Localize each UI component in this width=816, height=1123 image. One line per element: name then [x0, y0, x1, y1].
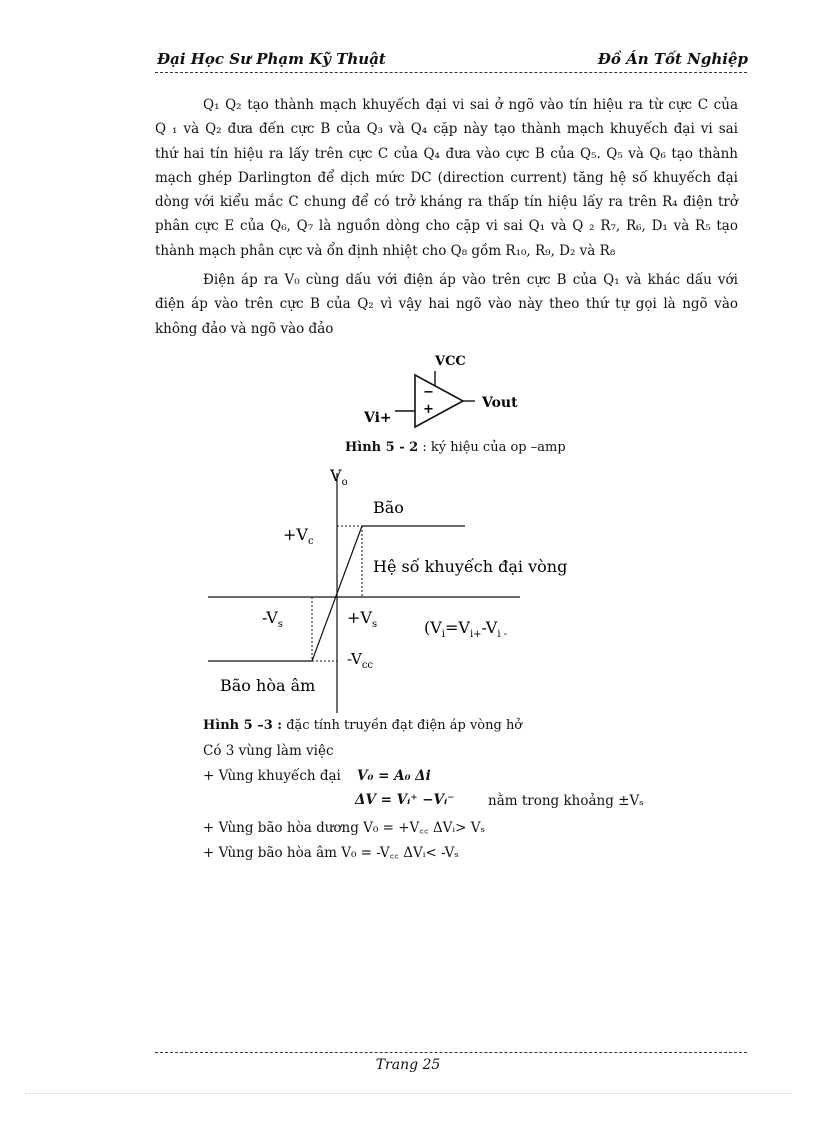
vout-label: Vout [482, 395, 518, 411]
paragraph-line: điện áp vào trên cực B của Q₂ vì vậy hai ngõ vào này theo thứ tự gọi là ngõ vào [155, 296, 738, 313]
figure-5-2-caption [345, 440, 566, 455]
opamp-triangle-icon [415, 375, 463, 427]
footer-divider [155, 1052, 747, 1053]
opamp-symbol [355, 345, 555, 435]
neg-vcc-label: $-V_{cc}$ [347, 650, 374, 671]
header-school: Đại Học Sư Phạm Kỹ Thuật [157, 50, 386, 68]
paragraph-line: dòng với kiểu mắc C chung để có trở kháng ra thấp tín hiệu lấy ra trên R₄ điện trở [155, 194, 738, 211]
vo-axis-label: $V_o$ [330, 466, 348, 488]
region-negative-saturation: + Vùng bão hòa âm V₀ = -V꜀꜀ ΔVᵢ< -Vₛ [203, 845, 459, 861]
page-number: Trang 25 [375, 1057, 441, 1073]
region-positive-saturation: + Vùng bão hòa dương V₀ = +V꜀꜀ ΔVᵢ> Vₛ [203, 820, 486, 836]
figure-text: đặc tính truyền đạt điện áp vòng hở [282, 718, 523, 733]
delta-v-formula: ΔV = Vᵢ⁺ −Vᵢ⁻ [355, 792, 455, 808]
vcc-label: VCC [435, 354, 466, 369]
vin-label: Vi+ [364, 410, 392, 426]
neg-vs-label: $-V_s$ [262, 608, 283, 630]
page-edge-line [25, 1093, 791, 1094]
paragraph-line: Điện áp ra V₀ cùng dấu với điện áp vào trên cực B của Q₁ và khác dấu với [203, 272, 738, 288]
paragraph-line: không đảo và ngõ vào đảo [155, 320, 334, 337]
gain-label: Hệ số khuyếch đại vòng [373, 557, 568, 576]
paragraph-line: phân cực E của Q₆, Q₇ là nguồn dòng cho cặp vi sai Q₁ và Q ₂ R₇, R₆, D₁ và R₅ tạo [155, 218, 738, 235]
vc-label: $+V_c$ [283, 525, 314, 547]
region-amplification: + Vùng khuyếch đại [203, 768, 341, 784]
header-divider [155, 72, 747, 73]
range-text: nằm trong khoảng ±Vₛ [488, 793, 644, 809]
bao-label: Bão [373, 498, 404, 517]
figure-label: Hình 5 –3 : [203, 718, 283, 733]
transfer-characteristic-graph [200, 455, 580, 715]
paragraph-line: thứ hai tín hiệu ra lấy trên cực C của Q₄ đưa vào cực B của Q₅. Q₅ và Q₆ tạo thành [155, 145, 738, 162]
paragraph-1 [155, 93, 738, 263]
bao-am-label: Bão hòa âm [220, 676, 316, 695]
figure-label: Hình 5 - 2 [345, 440, 419, 455]
gain-formula: V₀ = A₀ Δi [357, 768, 431, 784]
figure-5-3-caption [203, 718, 522, 733]
noninverting-sign: + [423, 402, 434, 417]
paragraph-line: Q₁ Q₂ tạo thành mạch khuyếch đại vi sai ở ngõ vào tín hiệu ra từ cực C của [203, 97, 738, 113]
pos-vs-label: $+V_s$ [347, 608, 378, 630]
figure-text: : ký hiệu của op –amp [418, 440, 566, 455]
regions-intro: Có 3 vùng làm việc [203, 743, 334, 759]
header-title: Đồ Án Tốt Nghiệp [597, 50, 748, 68]
paragraph-line: mạch ghép Darlington để dịch mức DC (direction current) tăng hệ số khuyếch đại [155, 169, 738, 186]
paragraph-line: thành mạch phân cực và ổn định nhiệt cho Q₈ gồm R₁₀, R₉, D₂ và R₈ [155, 242, 616, 259]
vi-definition-label: ($V_i=V_{i+}-V_{i -}$ [424, 618, 508, 640]
paragraph-line: Q ₁ và Q₂ đưa đến cực B của Q₃ và Q₄ cặp này tạo thành mạch khuyếch đại vi sai [155, 121, 738, 138]
paragraph-2 [155, 268, 738, 341]
inverting-sign: − [423, 385, 434, 400]
